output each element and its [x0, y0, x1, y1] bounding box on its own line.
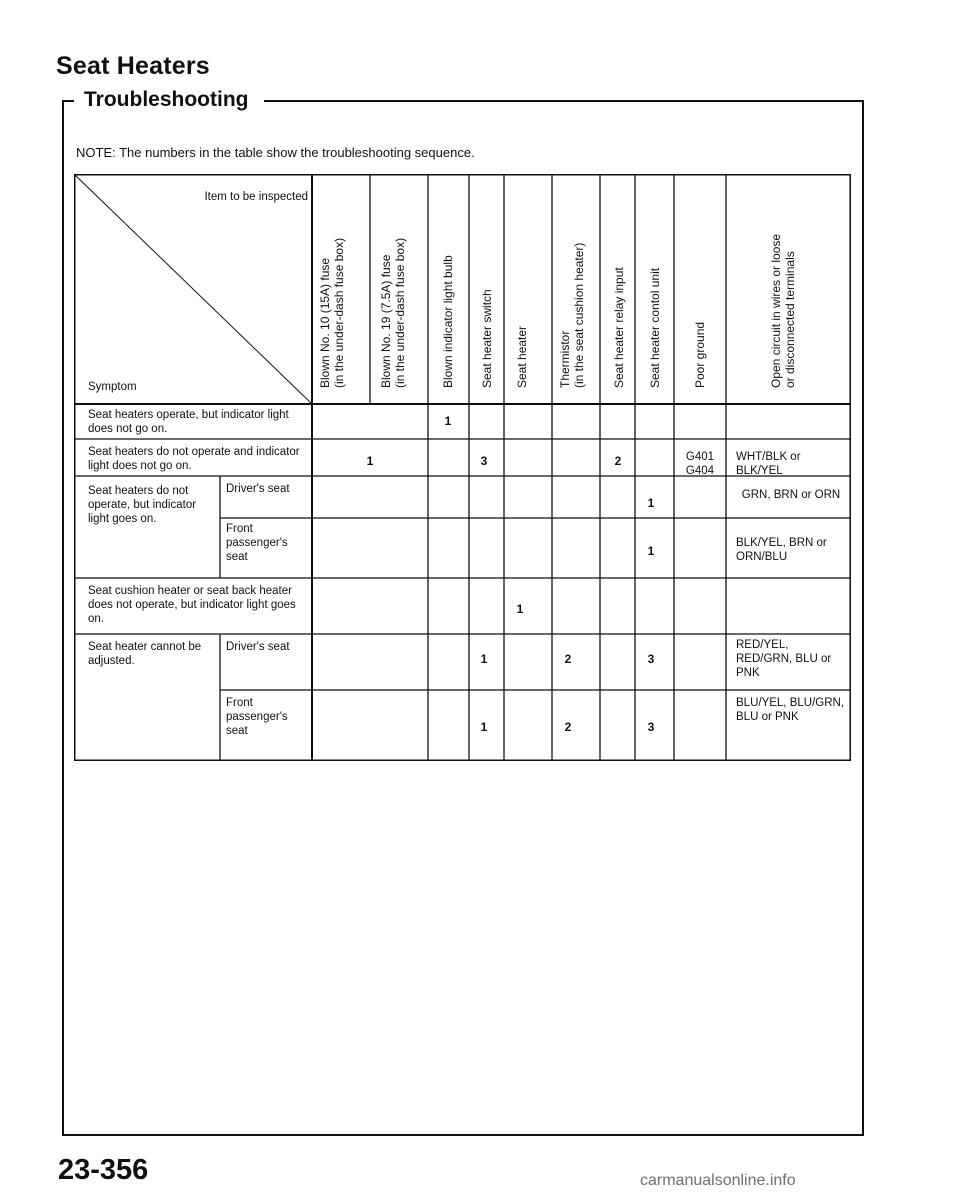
col-header-thermistor: Thermistor (in the seat cushion heater) [558, 242, 586, 388]
table-note: NOTE: The numbers in the table show the troubleshooting sequence. [76, 145, 475, 160]
wire-colors: BLK/YEL, BRN or ORN/BLU [736, 537, 827, 563]
seq-number: 1 [647, 496, 655, 510]
section-frame-bottom [62, 1134, 864, 1136]
symptom-row-4: Seat cushion heater or seat back heater does not operate, but indicator light goes on. [88, 585, 296, 625]
col-header-fuse-19: Blown No. 19 (7.5A) fuse (in the under-dash fuse box) [379, 237, 407, 388]
seq-number: 1 [516, 602, 524, 616]
wire-colors: WHT/BLK or BLK/YEL [736, 451, 801, 477]
col-header-seat-heater: Seat heater [515, 325, 529, 388]
seq-number: 3 [647, 720, 655, 734]
col-header-seat-heater-switch: Seat heater switch [480, 289, 494, 388]
section-title: Troubleshooting [84, 88, 249, 111]
page-title: Seat Heaters [56, 52, 210, 80]
seq-number: 2 [564, 720, 572, 734]
symptom-row-2: Seat heaters do not operate and indicator light does not go on. [88, 446, 300, 472]
section-frame-top [62, 100, 74, 102]
corner-item-label: Item to be inspected [204, 191, 308, 203]
seq-number: 1 [480, 720, 488, 734]
sub-symptom-passenger-seat: Front passenger's seat [226, 523, 288, 563]
symptom-row-1: Seat heaters operate, but indicator light does not go on. [88, 409, 289, 435]
col-header-control-unit: Seat heater contol unit [648, 267, 662, 388]
seq-number: 3 [647, 652, 655, 666]
troubleshooting-table [74, 174, 851, 761]
sub-symptom-drivers-seat: Driver's seat [226, 641, 290, 653]
watermark: carmanualsonline.info [640, 1172, 796, 1189]
wire-colors: GRN, BRN or ORN [741, 489, 841, 501]
col-header-indicator-bulb: Blown indicator light bulb [441, 255, 455, 388]
seq-number: 1 [366, 454, 374, 468]
col-header-poor-ground: Poor ground [693, 321, 707, 388]
ground-points: G401 G404 [685, 451, 715, 477]
symptom-row-3: Seat heaters do not operate, but indicator light goes on. [88, 485, 197, 525]
seq-number: 1 [647, 544, 655, 558]
seq-number: 1 [444, 414, 452, 428]
wire-colors: BLU/YEL, BLU/GRN, BLU or PNK [736, 697, 845, 723]
section-frame-left [62, 100, 64, 1136]
corner-symptom-label: Symptom [88, 381, 137, 393]
section-frame-top [264, 100, 864, 102]
col-header-fuse-10: Blown No. 10 (15A) fuse (in the under-dash fuse box) [318, 237, 346, 388]
seq-number: 3 [480, 454, 488, 468]
wire-colors: RED/YEL, RED/GRN, BLU or PNK [736, 639, 832, 679]
seq-number: 2 [614, 454, 622, 468]
sub-symptom-drivers-seat: Driver's seat [226, 483, 290, 495]
page-number: 23-356 [58, 1154, 149, 1186]
symptom-row-5: Seat heater cannot be adjusted. [88, 641, 202, 667]
sub-symptom-passenger-seat: Front passenger's seat [226, 697, 288, 737]
seq-number: 1 [480, 652, 488, 666]
col-header-relay-input: Seat heater relay input [612, 267, 626, 388]
section-frame-right [862, 100, 864, 1136]
seq-number: 2 [564, 652, 572, 666]
col-header-open-circuit: Open circuit in wires or loose or disconnected terminals [769, 233, 797, 388]
